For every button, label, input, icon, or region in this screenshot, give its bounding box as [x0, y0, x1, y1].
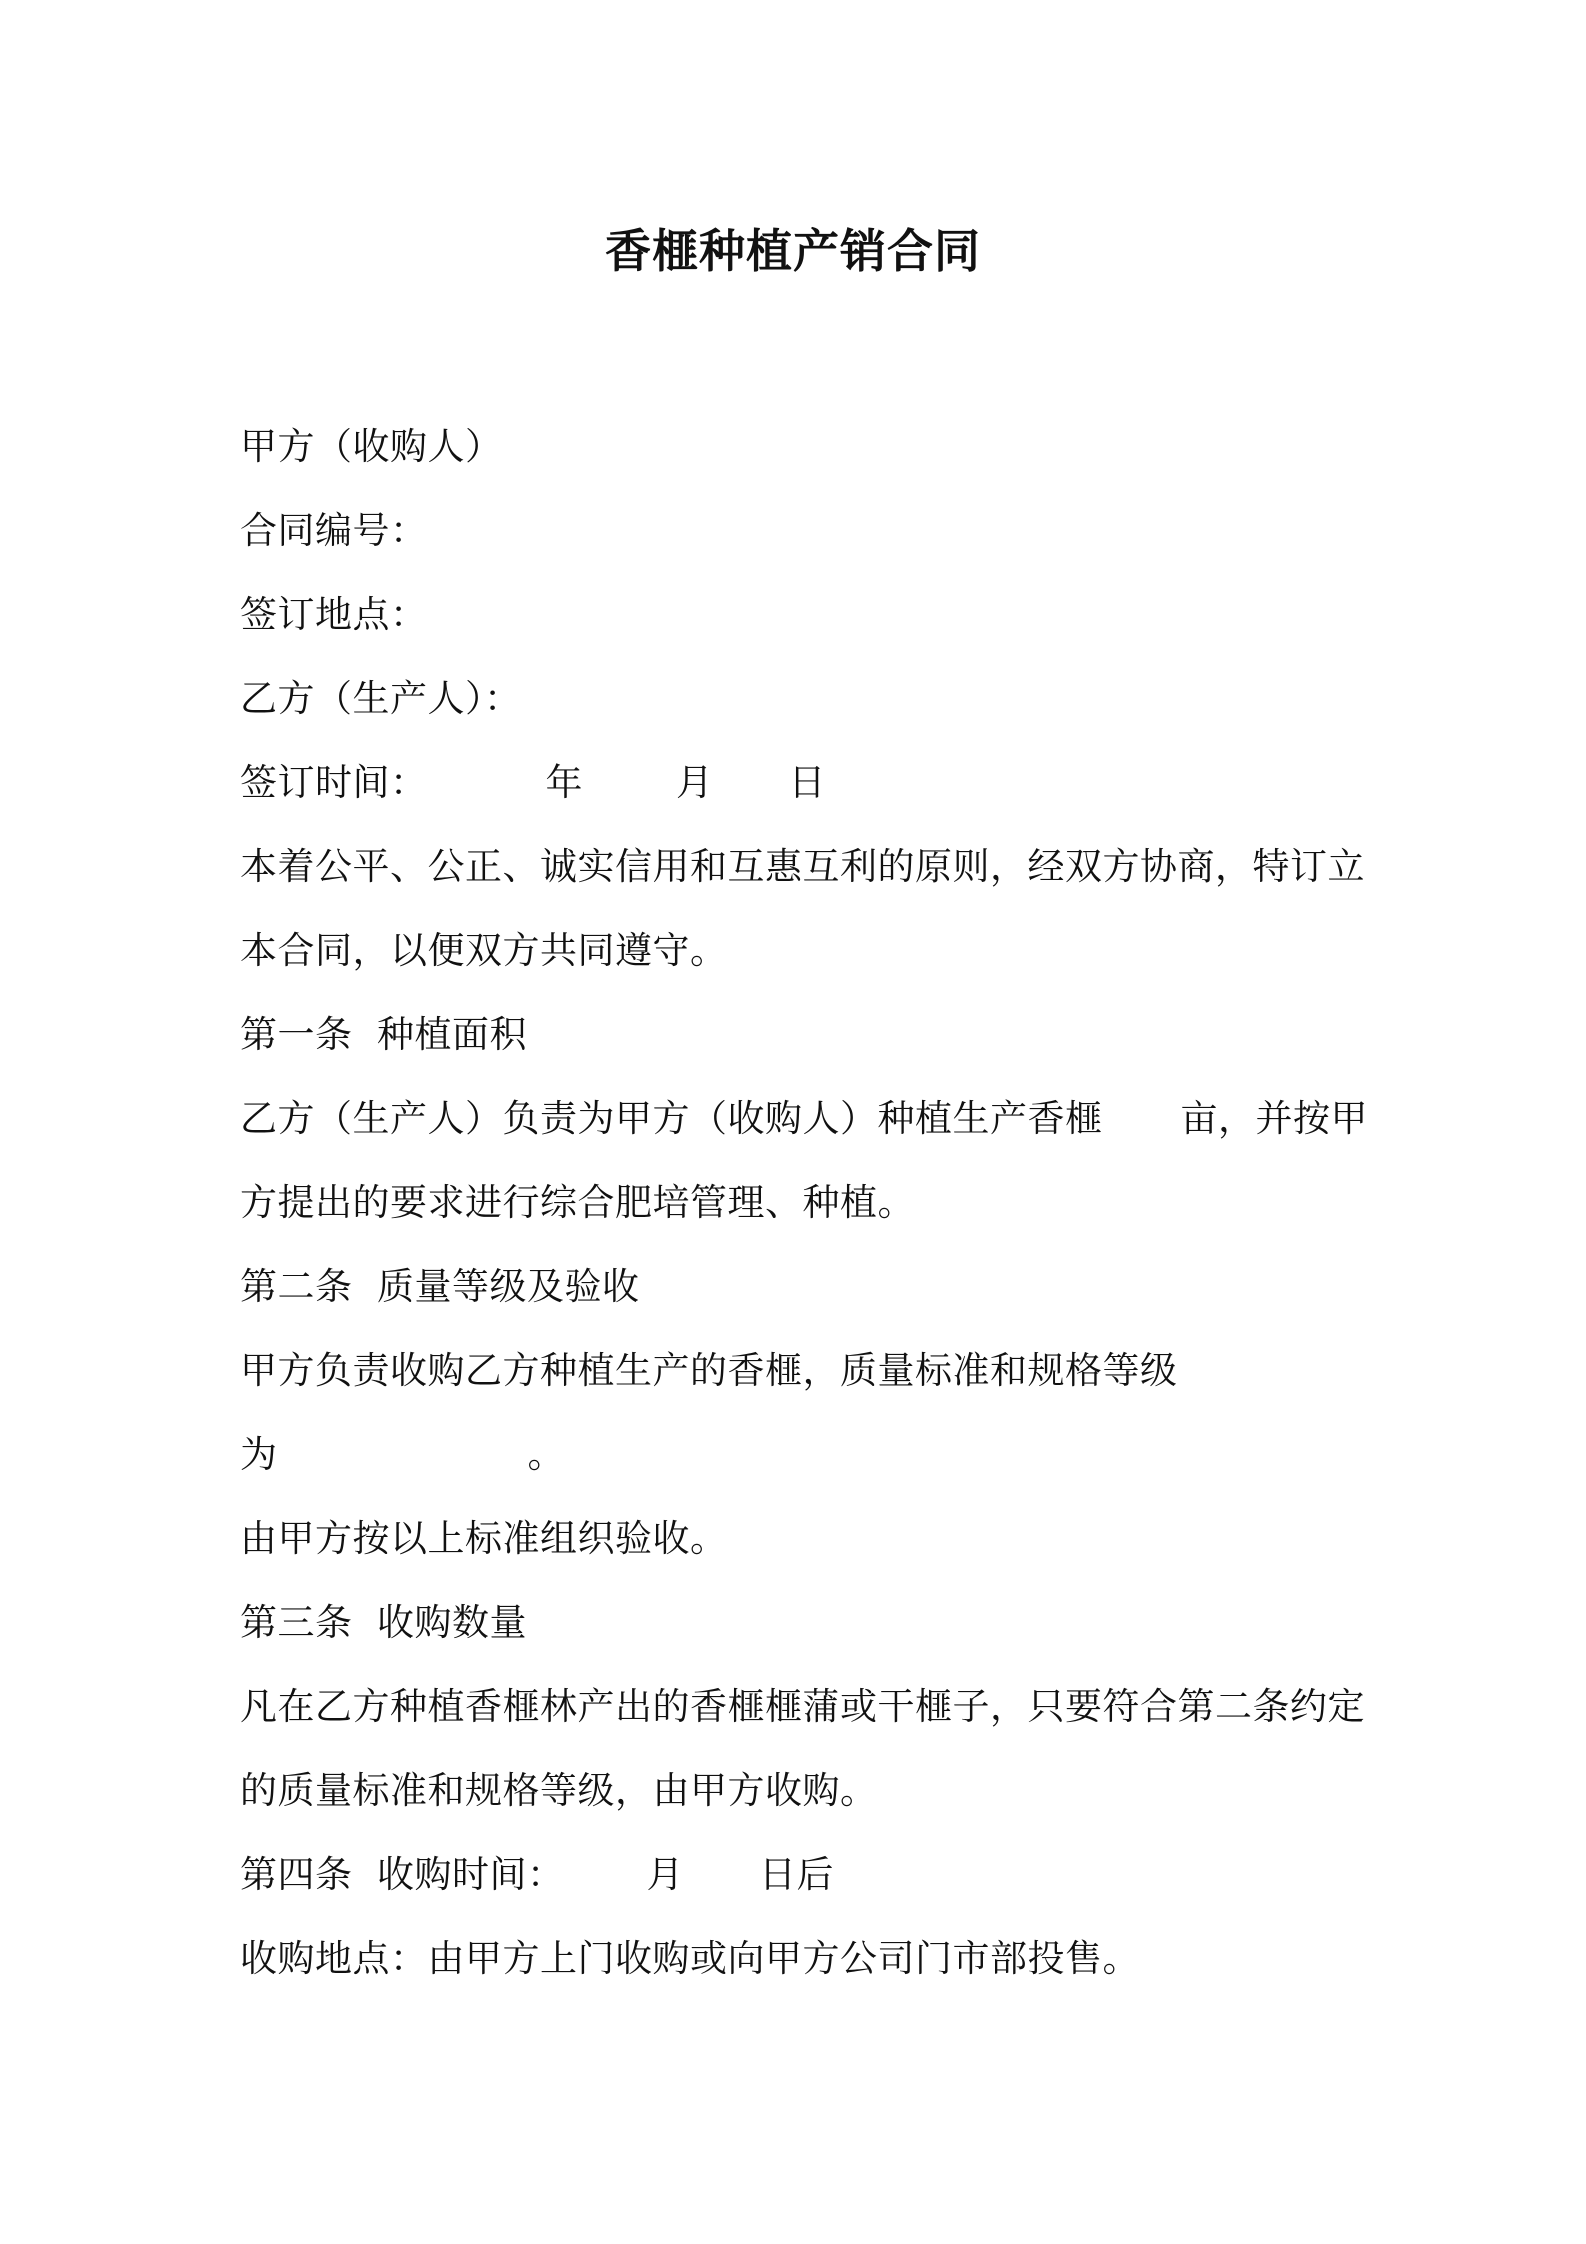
contract-number-line — [240, 489, 1355, 573]
contract-body — [240, 405, 1368, 2001]
article-4-place-line: 收购地点：由甲方上门收购或向甲方公司门市部投售。 — [240, 1937, 1140, 1980]
article-2-heading: 第二条 质量等级及验收 — [240, 1265, 640, 1308]
article-1-text-b: 亩，并按甲 — [1180, 1097, 1368, 1140]
article-4-heading: 第四条 收购时间： — [240, 1853, 565, 1896]
article-3-line-2: 的质量标准和规格等级，由甲方收购。 — [240, 1769, 878, 1812]
sign-time-label: 签订时间： — [240, 761, 428, 804]
party-a-label: 甲方（收购人） — [240, 425, 503, 468]
article-4-month: 月 — [646, 1853, 685, 1896]
article-3-line-1: 凡在乙方种植香榧林产出的香榧榧蒲或干榧子，只要符合第二条约定 — [240, 1685, 1365, 1728]
article-2-line-2 — [240, 1413, 1355, 1497]
article-1-text-a: 乙方（生产人）负责为甲方（收购人）种植生产香榧 — [240, 1097, 1103, 1140]
contract-number-label: 合同编号： — [240, 509, 428, 552]
sign-month: 月 — [676, 761, 714, 804]
sign-time-line — [240, 741, 1355, 825]
article-2-text-b: 。 — [527, 1433, 565, 1476]
party-b-line — [240, 657, 1355, 741]
document-title: 香榧种植产销合同 — [605, 224, 981, 278]
party-a-line — [240, 405, 1355, 489]
sign-place-line — [240, 573, 1355, 657]
article-4-day-after: 日后 — [759, 1853, 835, 1896]
preamble-line-1: 本着公平、公正、诚实信用和互惠互利的原则，经双方协商，特订立 — [240, 845, 1365, 888]
article-1-line-1 — [240, 1077, 1368, 1161]
article-1-line-2: 方提出的要求进行综合肥培管理、种植。 — [240, 1181, 915, 1224]
sign-year: 年 — [545, 761, 583, 804]
article-2-text-a: 为 — [240, 1433, 278, 1476]
article-2-line-1: 甲方负责收购乙方种植生产的香榧，质量标准和规格等级 — [240, 1349, 1178, 1392]
article-4-heading-line — [240, 1833, 1355, 1917]
article-2-line-3: 由甲方按以上标准组织验收。 — [240, 1517, 728, 1560]
article-1-heading: 第一条 种植面积 — [240, 1013, 528, 1056]
sign-place-label: 签订地点： — [240, 593, 428, 636]
sign-day: 日 — [788, 761, 826, 804]
party-b-label: 乙方（生产人）： — [240, 677, 522, 720]
article-3-heading: 第三条 收购数量 — [240, 1601, 528, 1644]
preamble-line-2: 本合同，以便双方共同遵守。 — [240, 929, 728, 972]
